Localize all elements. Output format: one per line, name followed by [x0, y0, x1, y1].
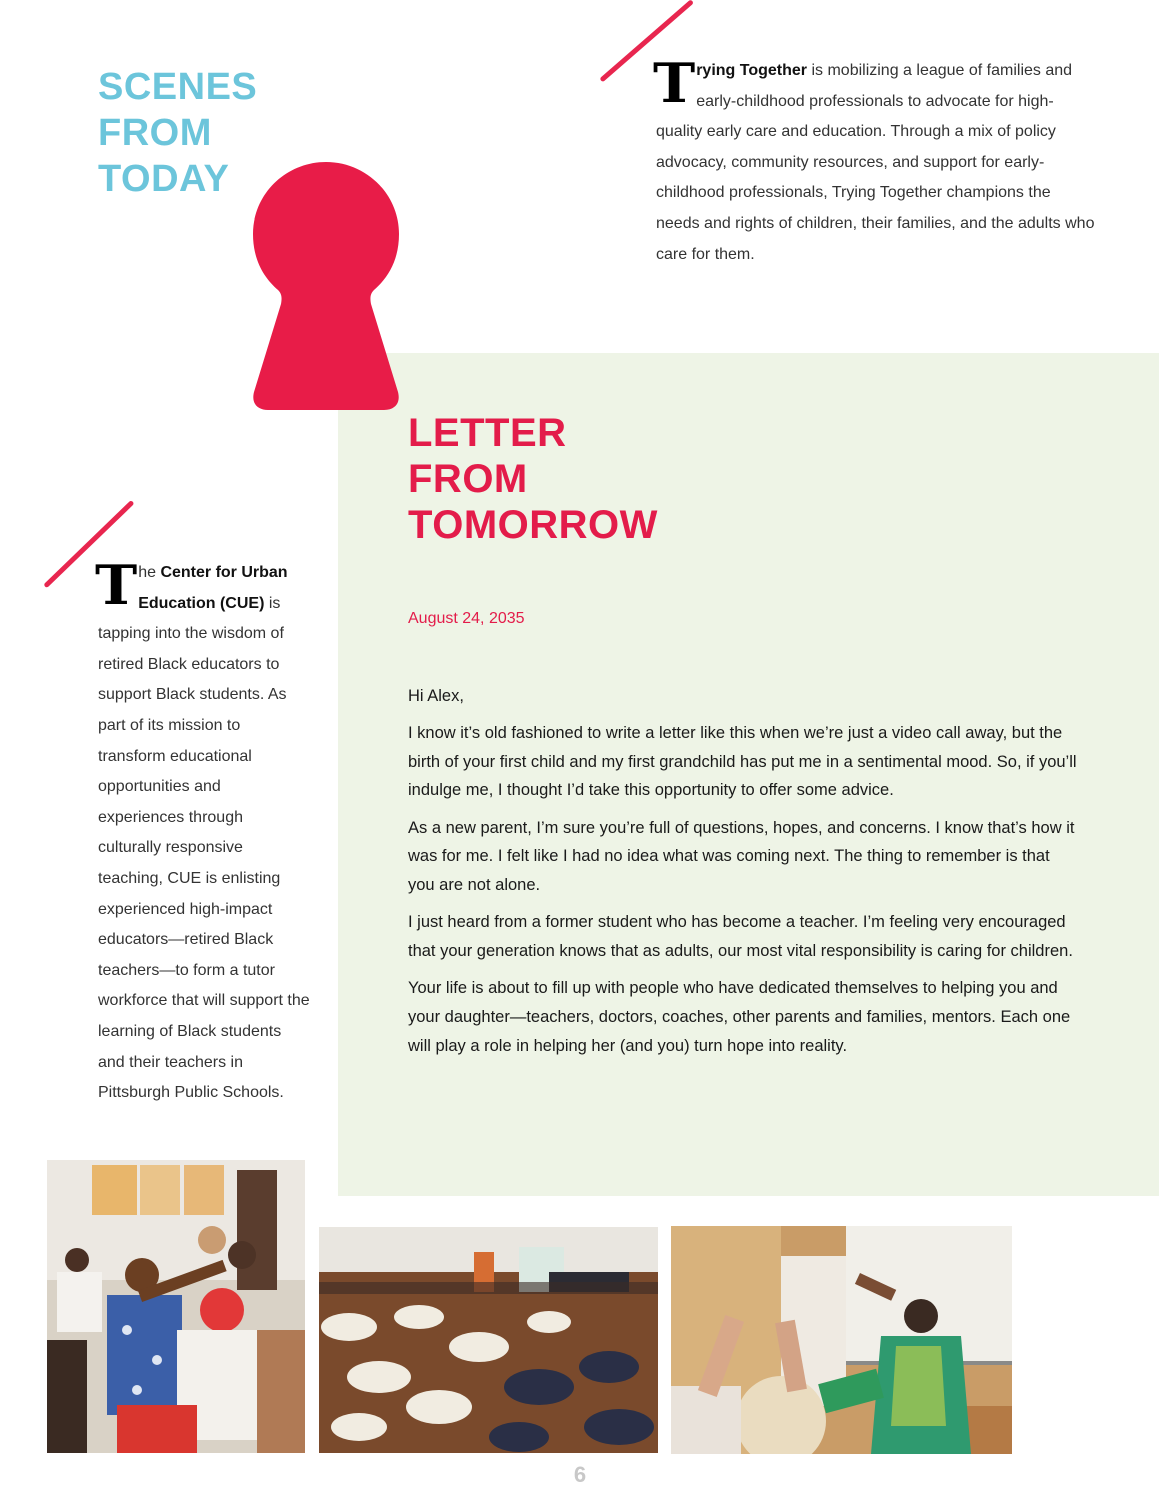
org-name: Center for Urban Education (CUE) — [138, 564, 288, 612]
heading-line: TODAY — [98, 158, 230, 200]
letter-date: August 24, 2035 — [408, 610, 525, 627]
page-number: 6 — [573, 1462, 587, 1487]
heading-line: TOMORROW — [408, 503, 658, 547]
keyhole-icon — [252, 160, 400, 412]
drop-cap: T — [652, 51, 696, 115]
scenes-from-today-heading — [98, 64, 257, 202]
heading-line: SCENES — [98, 66, 258, 108]
photo-conference-hall — [319, 1227, 658, 1453]
letter-body — [408, 682, 1078, 1069]
trying-together-intro — [652, 51, 1096, 270]
cue-intro — [94, 553, 310, 1109]
intro-text: is mobilizing a league of families and early-childhood professionals to advocate for high-quality early care and education. Through a mix of policy advocacy, community resources, and support for early-childhood professionals, Trying Together champions the needs and rights of children, their families, and the adults who care for them. — [656, 62, 1095, 263]
intro-lead: he — [138, 564, 161, 581]
heading-line: LETTER — [408, 411, 567, 455]
letter-paragraph: As a new parent, I’m sure you’re full of questions, hopes, and concerns. I know that’s how it was for me. I felt like I had no idea what was coming next. The thing to remember is that you are not alone. — [408, 818, 1075, 895]
letter-paragraph: Your life is about to fill up with people who have dedicated themselves to helping you and your daughter—teachers, doctors, coaches, other parents and families, mentors. Each one will play a role in helping her (and you) turn hope into reality. — [408, 979, 1071, 1055]
photo-presenter-pointing — [671, 1226, 1012, 1454]
photo-classroom-high-five — [47, 1160, 305, 1453]
letter-greeting: Hi Alex, — [408, 687, 464, 705]
intro-text: is tapping into the wisdom of retired Black educators to support Black students. As part of its mission to transform educational opportunities and experiences through culturally responsive teaching, CUE is enlisting experienced high-impact educators—retired Black teachers—to form a tutor workforce that will support the learning of Black students and their teachers in Pittsburgh Public Schools. — [98, 594, 310, 1102]
org-name: rying Together — [696, 62, 808, 79]
letter-paragraph: I just heard from a former student who has become a teacher. I’m feeling very encouraged that your generation knows that as adults, our most vital responsibility is caring for children. — [408, 913, 1073, 961]
letter-paragraph: I know it’s old fashioned to write a letter like this when we’re just a video call away, but the birth of your first child and my first grandchild has put me in a sentimental mood. So, if you’ll indulge me, I thought I’d take this opportunity to offer some advice. — [408, 723, 1077, 800]
heading-line: FROM — [98, 112, 212, 154]
drop-cap: T — [94, 553, 138, 617]
letter-from-tomorrow-heading — [408, 410, 658, 548]
heading-line: FROM — [408, 457, 528, 501]
